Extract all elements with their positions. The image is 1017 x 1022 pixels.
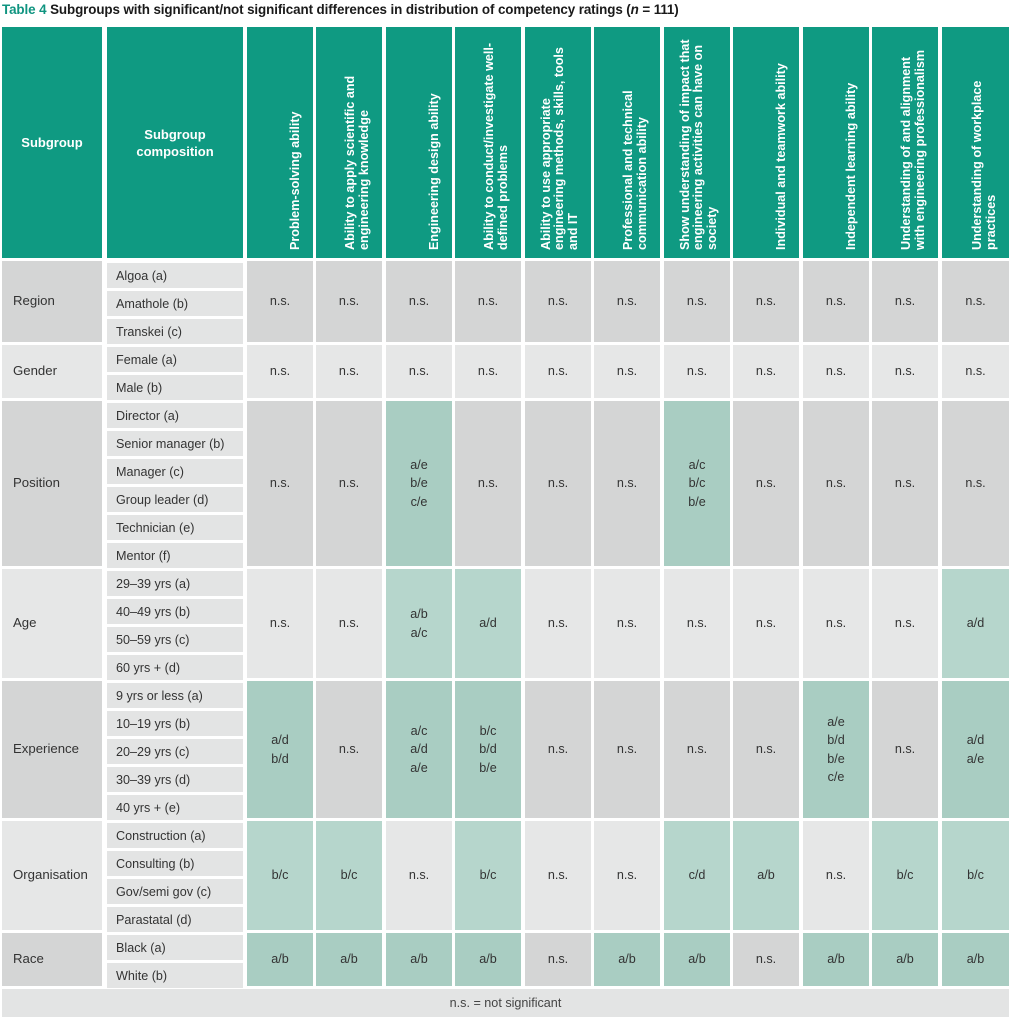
not-significant-cell: n.s. — [247, 261, 313, 342]
significant-difference-cell: a/c a/d a/e — [386, 681, 452, 818]
header-competency-label: Ability to conduct/investigate well-defined problems — [482, 42, 510, 250]
significant-difference-cell: b/c b/d b/e — [455, 681, 521, 818]
header-competency-label: Engineering design ability — [426, 93, 441, 250]
not-significant-cell: n.s. — [733, 401, 799, 566]
header-subgroup: Subgroup — [2, 27, 102, 258]
not-significant-cell: n.s. — [942, 261, 1009, 342]
significant-difference-cell: a/c b/c b/e — [664, 401, 730, 566]
subgroup-composition-item: Mentor (f) — [107, 543, 243, 568]
subgroup-name: Gender — [2, 345, 102, 398]
header-competency — [872, 27, 938, 258]
significant-difference-cell: b/c — [455, 821, 521, 930]
subgroup-composition-item: 50–59 yrs (c) — [107, 627, 243, 652]
not-significant-cell: n.s. — [316, 345, 382, 398]
subgroup-composition-item: Technician (e) — [107, 515, 243, 540]
table-n-prefix: ( — [622, 2, 631, 17]
header-competency-label: Professional and technical communication ability — [621, 90, 649, 250]
header-competency-label: Ability to use appropriate engineering methods, skills, tools and IT — [538, 47, 580, 250]
not-significant-cell: n.s. — [525, 569, 591, 678]
significant-difference-cell: a/e b/e c/e — [386, 401, 452, 566]
significant-difference-cell: a/b — [594, 933, 660, 986]
header-competency-label: Problem-solving ability — [287, 111, 302, 250]
table-label: Table 4 — [2, 2, 47, 17]
subgroup-composition-item: 60 yrs + (d) — [107, 655, 243, 680]
subgroup-composition-item: Construction (a) — [107, 823, 243, 848]
not-significant-cell: n.s. — [664, 345, 730, 398]
subgroup-name: Race — [2, 933, 102, 986]
not-significant-cell: n.s. — [525, 681, 591, 818]
not-significant-cell: n.s. — [525, 261, 591, 342]
subgroup-composition-item: Manager (c) — [107, 459, 243, 484]
significant-difference-cell: b/c — [872, 821, 938, 930]
header-competency — [733, 27, 799, 258]
subgroup-composition-item: 30–39 yrs (d) — [107, 767, 243, 792]
subgroup-composition-item: 9 yrs or less (a) — [107, 683, 243, 708]
not-significant-cell: n.s. — [942, 345, 1009, 398]
subgroup-composition-item: Director (a) — [107, 403, 243, 428]
not-significant-cell: n.s. — [872, 261, 938, 342]
significant-difference-cell: a/b — [733, 821, 799, 930]
subgroup-name: Age — [2, 569, 102, 678]
not-significant-cell: n.s. — [803, 401, 869, 566]
significant-difference-cell: c/d — [664, 821, 730, 930]
subgroup-composition-item: Gov/semi gov (c) — [107, 879, 243, 904]
significant-difference-cell: a/b — [316, 933, 382, 986]
not-significant-cell: n.s. — [594, 401, 660, 566]
not-significant-cell: n.s. — [733, 345, 799, 398]
table-n-rest: = 111) — [638, 2, 679, 17]
not-significant-cell: n.s. — [872, 345, 938, 398]
not-significant-cell: n.s. — [872, 569, 938, 678]
header-competency — [664, 27, 730, 258]
significant-difference-cell: a/b — [942, 933, 1009, 986]
subgroup-composition-item: 10–19 yrs (b) — [107, 711, 243, 736]
header-competency-label: Independent learning ability — [843, 82, 858, 250]
not-significant-cell: n.s. — [455, 345, 521, 398]
subgroup-composition-item: Black (a) — [107, 935, 243, 960]
header-competency — [942, 27, 1009, 258]
not-significant-cell: n.s. — [594, 681, 660, 818]
table-caption — [2, 2, 679, 17]
header-competency — [525, 27, 591, 258]
not-significant-cell: n.s. — [455, 261, 521, 342]
significant-difference-cell: b/c — [316, 821, 382, 930]
not-significant-cell: n.s. — [316, 681, 382, 818]
not-significant-cell: n.s. — [733, 933, 799, 986]
table-footnote: n.s. = not significant — [2, 989, 1009, 1017]
significant-difference-cell: a/b — [803, 933, 869, 986]
subgroup-name: Position — [2, 401, 102, 566]
header-competency-label: Understanding of workplace practices — [969, 80, 997, 250]
significant-difference-cell: b/c — [942, 821, 1009, 930]
not-significant-cell: n.s. — [247, 569, 313, 678]
significant-difference-cell: a/b — [664, 933, 730, 986]
header-competency — [803, 27, 869, 258]
subgroup-composition-item: 40 yrs + (e) — [107, 795, 243, 820]
header-competency-label: Understanding of and alignment with engineering professionalism — [899, 49, 927, 250]
header-competency-label: Show understanding of impact that engineering activities can have on society — [677, 39, 719, 250]
subgroup-name: Organisation — [2, 821, 102, 930]
significant-difference-cell: a/b — [872, 933, 938, 986]
not-significant-cell: n.s. — [594, 821, 660, 930]
significant-difference-cell: b/c — [247, 821, 313, 930]
header-competency — [455, 27, 521, 258]
significant-difference-cell: a/d b/d — [247, 681, 313, 818]
significant-difference-cell: a/b — [455, 933, 521, 986]
not-significant-cell: n.s. — [803, 569, 869, 678]
subgroup-composition-item: 20–29 yrs (c) — [107, 739, 243, 764]
significant-difference-cell: a/d a/e — [942, 681, 1009, 818]
subgroup-composition-item: Amathole (b) — [107, 291, 243, 316]
not-significant-cell: n.s. — [455, 401, 521, 566]
significant-difference-cell: a/b — [386, 933, 452, 986]
subgroup-name: Experience — [2, 681, 102, 818]
not-significant-cell: n.s. — [803, 821, 869, 930]
not-significant-cell: n.s. — [525, 401, 591, 566]
subgroup-composition-item: Consulting (b) — [107, 851, 243, 876]
not-significant-cell: n.s. — [942, 401, 1009, 566]
not-significant-cell: n.s. — [872, 401, 938, 566]
table-title: Subgroups with significant/not significant differences in distribution of competency ratings — [50, 2, 623, 17]
not-significant-cell: n.s. — [664, 681, 730, 818]
not-significant-cell: n.s. — [664, 261, 730, 342]
header-subgroup-composition: Subgroup composition — [107, 27, 243, 258]
not-significant-cell: n.s. — [594, 569, 660, 678]
not-significant-cell: n.s. — [316, 401, 382, 566]
not-significant-cell: n.s. — [733, 569, 799, 678]
significant-difference-cell: a/b — [247, 933, 313, 986]
header-competency-label: Ability to apply scientific and engineering knowledge — [343, 75, 371, 250]
header-competency-label: Individual and teamwork ability — [773, 63, 788, 250]
not-significant-cell: n.s. — [247, 345, 313, 398]
subgroup-composition-item: Female (a) — [107, 347, 243, 372]
not-significant-cell: n.s. — [664, 569, 730, 678]
significant-difference-cell: a/d — [942, 569, 1009, 678]
not-significant-cell: n.s. — [525, 821, 591, 930]
subgroup-composition-item: White (b) — [107, 963, 243, 988]
not-significant-cell: n.s. — [872, 681, 938, 818]
subgroup-composition-item: Senior manager (b) — [107, 431, 243, 456]
header-competency — [247, 27, 313, 258]
not-significant-cell: n.s. — [525, 345, 591, 398]
not-significant-cell: n.s. — [316, 261, 382, 342]
not-significant-cell: n.s. — [733, 261, 799, 342]
not-significant-cell: n.s. — [247, 401, 313, 566]
significant-difference-cell: a/e b/d b/e c/e — [803, 681, 869, 818]
subgroup-composition-item: Transkei (c) — [107, 319, 243, 344]
not-significant-cell: n.s. — [386, 261, 452, 342]
subgroup-composition-item: Algoa (a) — [107, 263, 243, 288]
subgroup-composition-item: 29–39 yrs (a) — [107, 571, 243, 596]
not-significant-cell: n.s. — [594, 261, 660, 342]
not-significant-cell: n.s. — [316, 569, 382, 678]
subgroup-composition-item: 40–49 yrs (b) — [107, 599, 243, 624]
not-significant-cell: n.s. — [803, 345, 869, 398]
not-significant-cell: n.s. — [733, 681, 799, 818]
not-significant-cell: n.s. — [594, 345, 660, 398]
not-significant-cell: n.s. — [386, 345, 452, 398]
significant-difference-cell: a/b a/c — [386, 569, 452, 678]
subgroup-composition-item: Parastatal (d) — [107, 907, 243, 932]
subgroup-name: Region — [2, 261, 102, 342]
header-competency — [316, 27, 382, 258]
header-competency — [386, 27, 452, 258]
not-significant-cell: n.s. — [386, 821, 452, 930]
significant-difference-cell: a/d — [455, 569, 521, 678]
not-significant-cell: n.s. — [803, 261, 869, 342]
subgroup-composition-item: Group leader (d) — [107, 487, 243, 512]
header-competency — [594, 27, 660, 258]
subgroup-composition-item: Male (b) — [107, 375, 243, 400]
table-n-variable: n — [630, 2, 639, 17]
not-significant-cell: n.s. — [525, 933, 591, 986]
